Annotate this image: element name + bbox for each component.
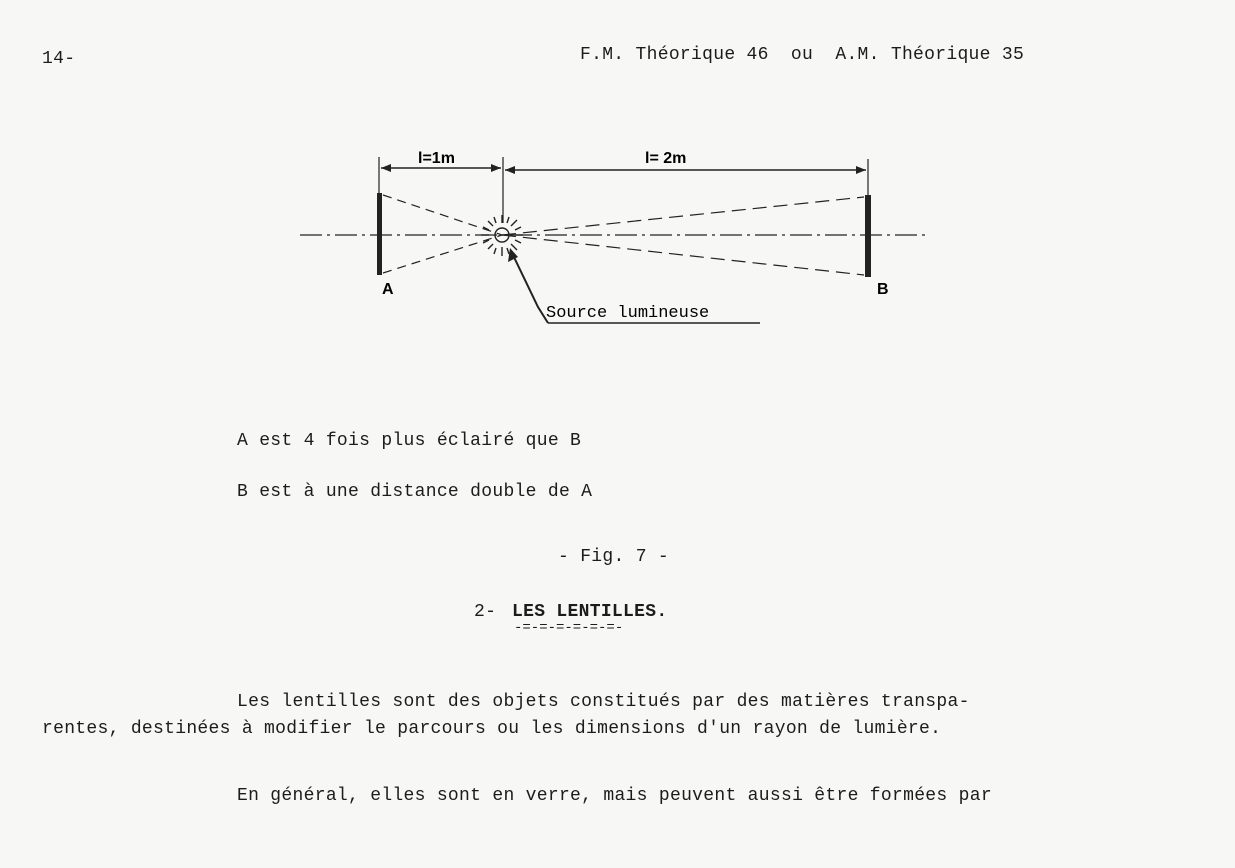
ray xyxy=(383,235,502,273)
figure-label: - Fig. 7 - xyxy=(558,547,670,567)
arrowhead xyxy=(505,166,515,174)
dimension-label-left: l=1m xyxy=(418,150,455,167)
running-title: F.M. Théorique 46 ou A.M. Théorique 35 xyxy=(580,45,1025,65)
section-title-underline: -=-=-=-=-=-=- xyxy=(514,620,624,636)
dimension-label-right: l= 2m xyxy=(645,150,687,167)
label-a: A xyxy=(382,281,394,298)
screen-b xyxy=(865,195,871,277)
figure-caption-line-2: B est à une distance double de A xyxy=(237,482,593,502)
paragraph-1-line-2: rentes, destinées à modifier le parcours ou les dimensions d'un rayon de lumière. xyxy=(42,719,942,739)
section-title: LES LENTILLES. xyxy=(512,602,668,622)
arrowhead xyxy=(491,164,501,172)
section-number: 2- xyxy=(474,602,497,622)
illumination-diagram xyxy=(290,135,940,335)
arrowhead xyxy=(856,166,866,174)
screen-a xyxy=(377,193,382,275)
label-b: B xyxy=(877,281,889,298)
arrowhead xyxy=(381,164,391,172)
ray xyxy=(502,235,864,275)
ray xyxy=(502,197,864,235)
paragraph-2-line-1: En général, elles sont en verre, mais peuvent aussi être formées par xyxy=(237,786,992,806)
source-leader-line xyxy=(512,253,548,323)
page-number: 14- xyxy=(42,49,76,69)
ray xyxy=(383,195,502,235)
source-label: Source lumineuse xyxy=(546,304,710,323)
paragraph-1-line-1: Les lentilles sont des objets constitués par des matières transpa- xyxy=(237,692,970,712)
figure-caption-line-1: A est 4 fois plus éclairé que B xyxy=(237,431,582,451)
